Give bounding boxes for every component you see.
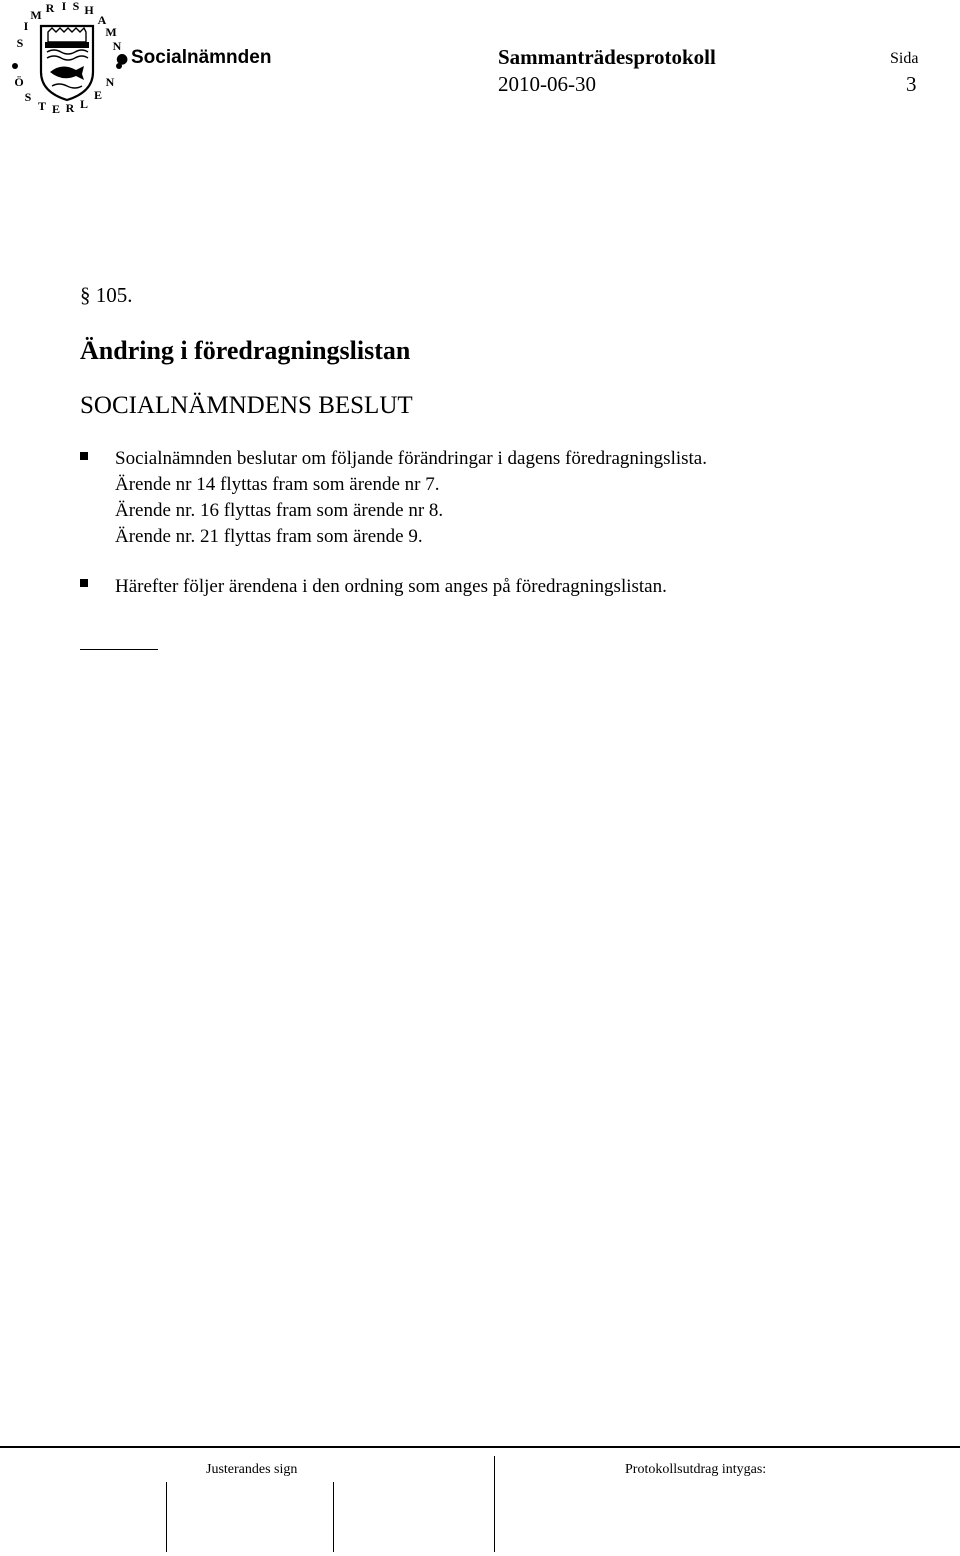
document-date: 2010-06-30 <box>498 72 596 96</box>
end-rule <box>80 649 158 650</box>
svg-text:I: I <box>61 2 67 13</box>
page-number: 3 <box>906 72 917 96</box>
svg-text:E: E <box>93 88 103 102</box>
organization-name: Socialnämnden <box>131 47 272 68</box>
svg-text:H: H <box>84 3 94 17</box>
svg-text:A: A <box>97 13 107 27</box>
bullet-line: Härefter följer ärendena i den ordning som anges på föredragningslistan. <box>115 576 667 597</box>
svg-text:E: E <box>51 102 61 114</box>
bullet-line: Socialnämnden beslutar om följande förändringar i dagens föredragningslista. <box>115 448 707 469</box>
svg-text:R: R <box>45 2 55 15</box>
square-bullet-icon <box>80 452 88 460</box>
svg-text:L: L <box>79 97 89 111</box>
extract-label: Protokollsutdrag intygas: <box>625 1462 767 1477</box>
bullet-line: Ärende nr 14 flyttas fram som ärende nr 7. <box>115 474 440 495</box>
svg-text:I: I <box>23 19 29 33</box>
svg-text:N: N <box>105 75 115 89</box>
svg-text:R: R <box>65 101 75 114</box>
svg-text:M: M <box>105 25 117 39</box>
page-label: Sida <box>890 50 919 67</box>
paragraph-number: § 105. <box>80 283 133 307</box>
svg-text:S: S <box>24 90 32 104</box>
signature-box-divider <box>166 1482 167 1552</box>
svg-text:Ö: Ö <box>14 75 24 89</box>
square-bullet-icon <box>80 579 88 587</box>
svg-text:N: N <box>112 39 122 53</box>
bullet-dot-icon: ● <box>116 51 129 67</box>
section-title: Ändring i föredragningslistan <box>80 336 411 365</box>
svg-text:M: M <box>30 8 42 22</box>
municipality-seal-logo <box>6 2 124 114</box>
svg-text:T: T <box>37 99 47 113</box>
document-type: Sammanträdesprotokoll <box>498 45 716 69</box>
svg-text:S: S <box>72 2 80 13</box>
footer-divider <box>494 1456 495 1552</box>
bullet-line: Ärende nr. 16 flyttas fram som ärende nr 8. <box>115 500 444 521</box>
decision-heading: SOCIALNÄMNDENS BESLUT <box>80 392 413 419</box>
bullet-line: Ärende nr. 21 flyttas fram som ärende 9. <box>115 526 423 547</box>
svg-text:S: S <box>16 36 24 50</box>
signature-box-divider <box>333 1482 334 1552</box>
footer-rule <box>0 1446 960 1448</box>
signature-label: Justerandes sign <box>206 1462 298 1477</box>
